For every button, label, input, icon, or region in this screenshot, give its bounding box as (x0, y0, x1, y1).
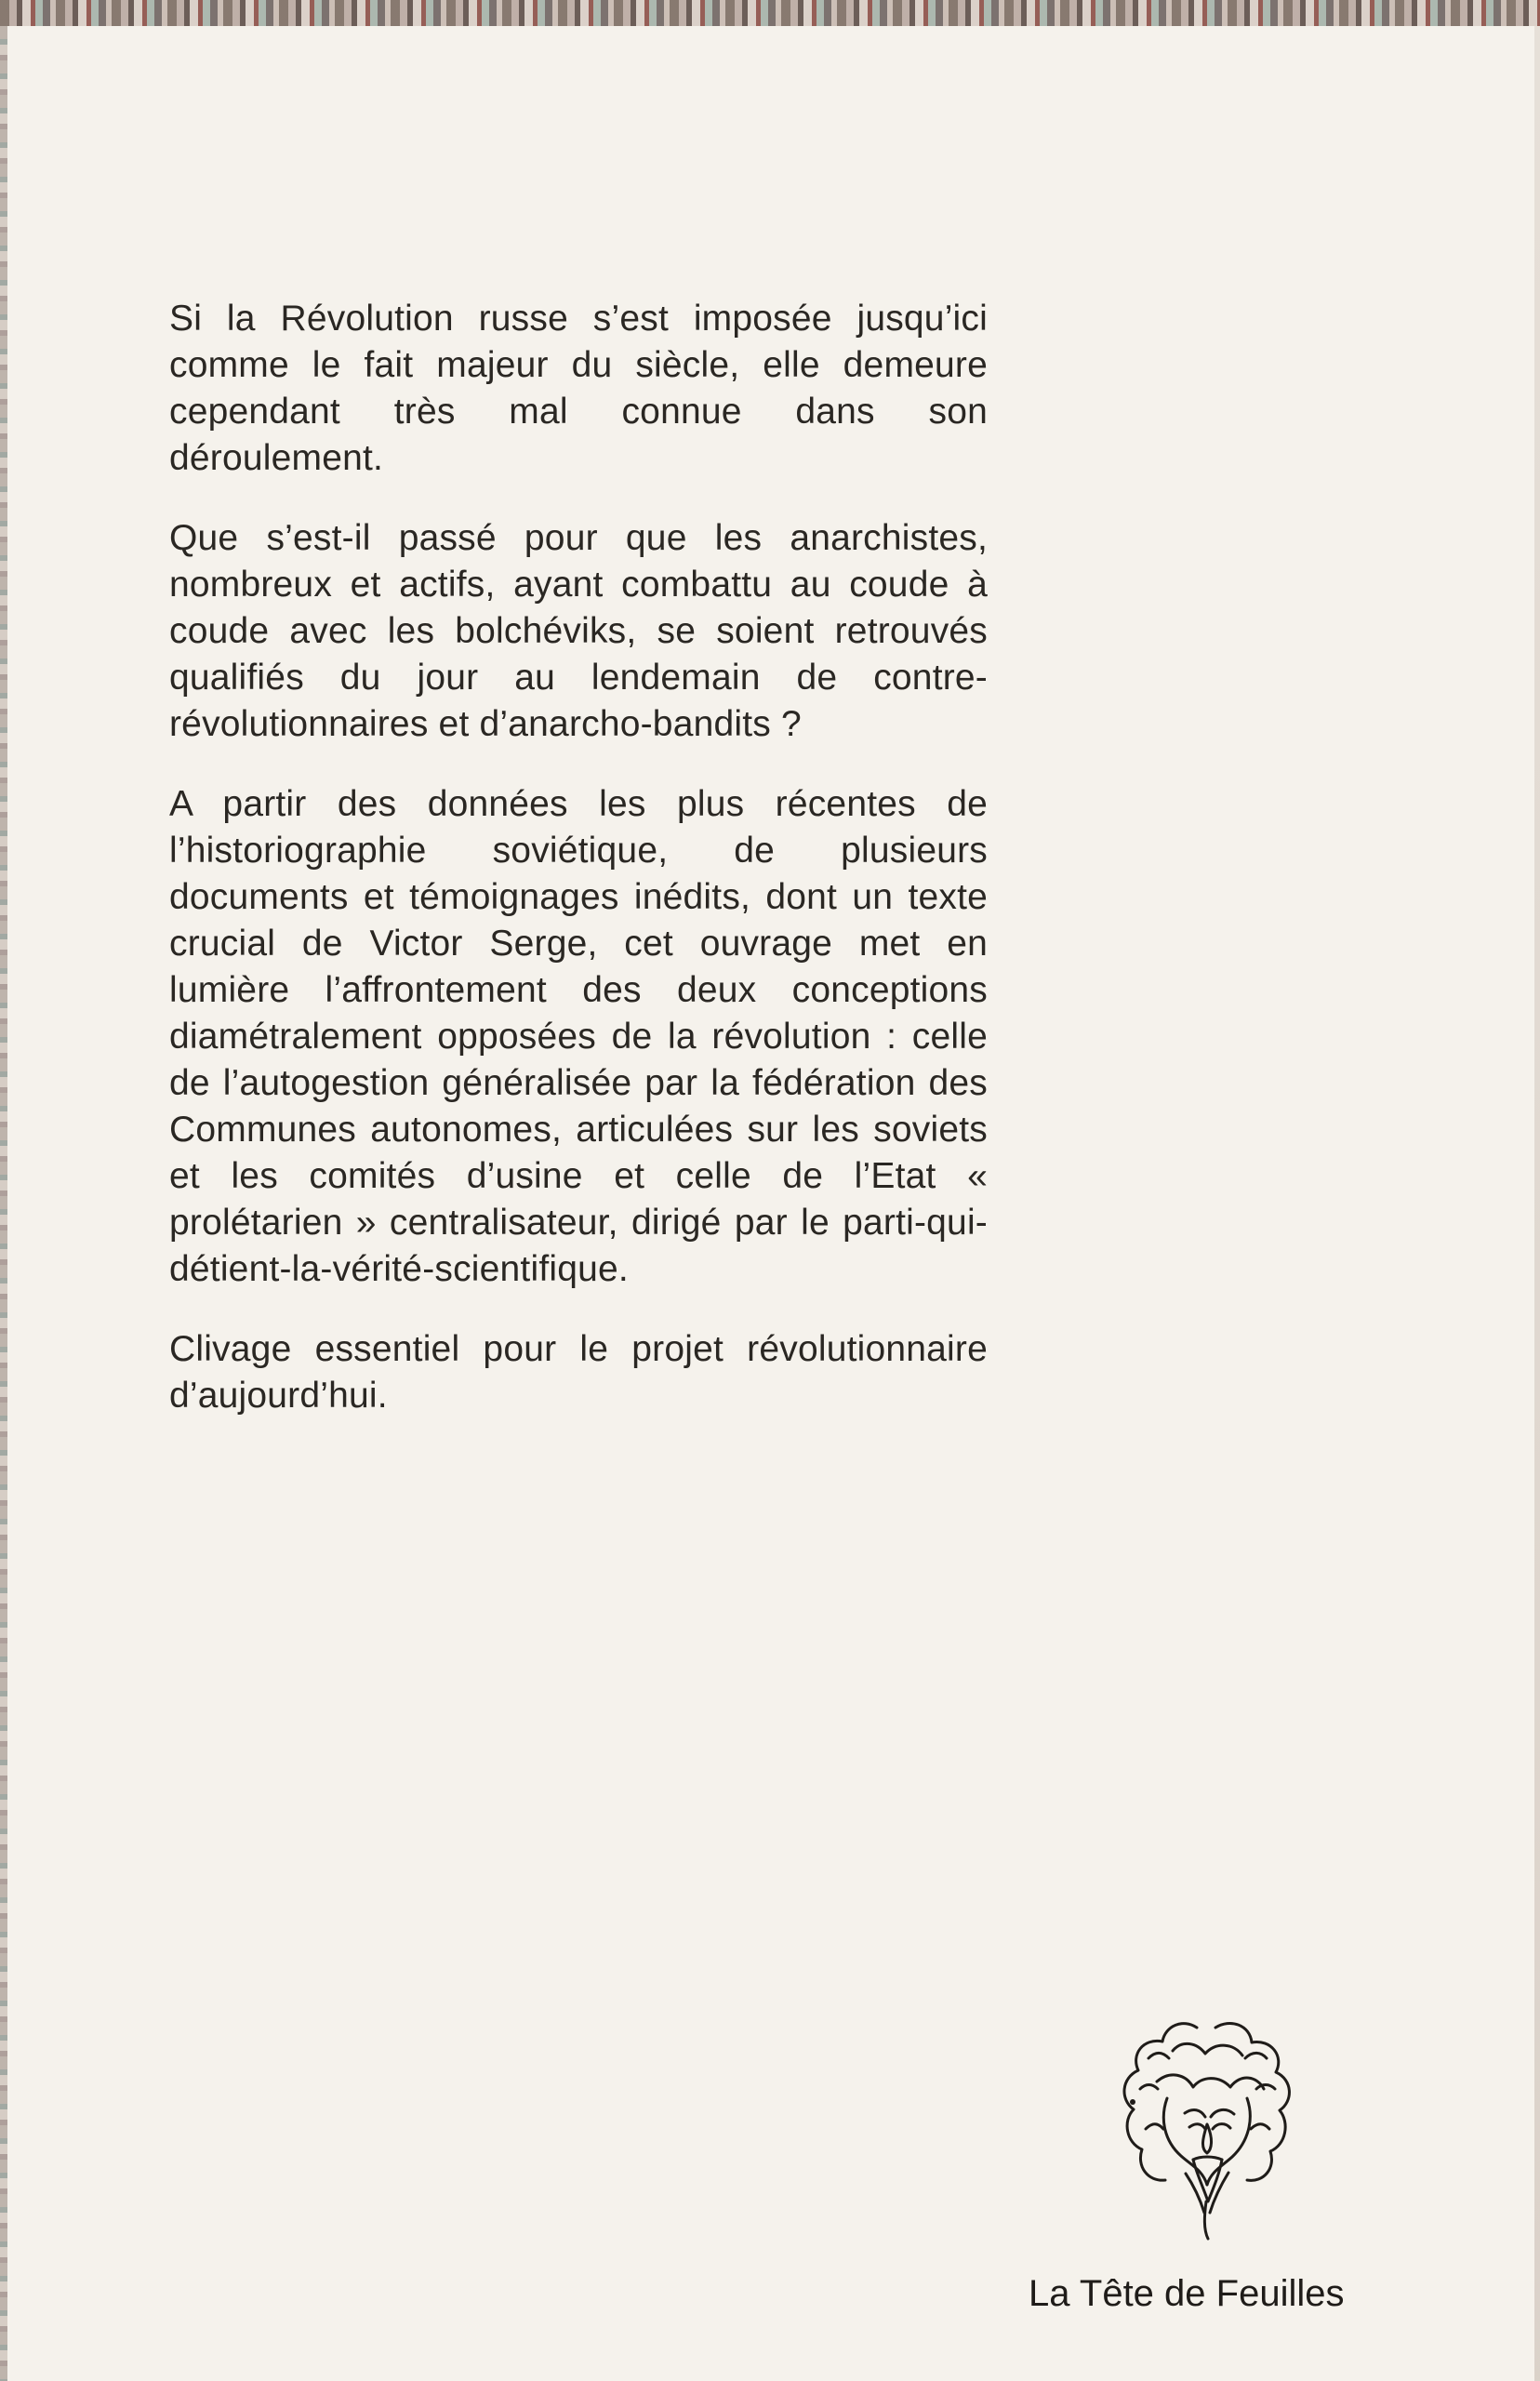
blurb-paragraph-2: Que s’est-il passé pour que les anarchistes, nombreux et actifs, ayant combattu au coude à coude avec les bolchéviks, se soient retrouvés qualifiés du jour au lendemain de contre-révolutionnaires et d’anarcho-bandits ? (169, 518, 988, 744)
left-cover-edge (0, 26, 7, 2381)
blurb-text (169, 296, 988, 1453)
blurb-paragraph-3: A partir des données les plus récentes de l’historiographie soviétique, de plusieurs documents et témoignages inédits, dont un texte crucial de Victor Serge, cet ouvrage met en lumière l’affrontement des deux conceptions diamétralement opposées de la révolution : celle de l’autogestion généralisée par la fédération des Communes autonomes, articulées sur les soviets et les comités d’usine et celle de l’Etat « prolétarien » centralisateur, dirigé par le parti-qui-détient-la-vérité-scientifique. (169, 784, 988, 1289)
blurb-paragraph-4: Clivage essentiel pour le projet révolutionnaire d’aujourd’hui. (169, 1329, 988, 1416)
blurb-paragraph-1: Si la Révolution russe s’est imposée jusqu’ici comme le fait majeur du siècle, elle demeure cependant très mal connue dans son déroulement. (169, 299, 988, 478)
right-cover-edge (1534, 26, 1540, 2381)
top-cover-edge (0, 0, 1540, 26)
publisher-name: La Tête de Feuilles (1029, 2273, 1345, 2314)
leafy-head-logo-icon (1111, 2016, 1302, 2244)
